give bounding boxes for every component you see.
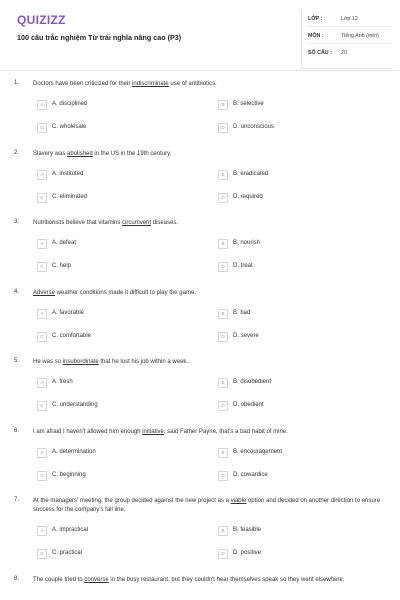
option-text: D. treat	[233, 263, 253, 269]
option-letter-box: C	[37, 471, 47, 481]
option-letter-box: B	[218, 448, 228, 458]
answer-option-b[interactable]	[218, 170, 368, 182]
option-text: B. eradicated	[233, 171, 269, 177]
answer-option-c[interactable]	[37, 123, 187, 135]
question-text	[33, 576, 383, 585]
option-text: B. encouragement	[233, 449, 283, 455]
worksheet-header	[0, 0, 400, 70]
answer-option-c[interactable]	[37, 262, 187, 274]
answer-option-d[interactable]	[218, 401, 368, 413]
option-text: A. favorable	[52, 310, 85, 316]
option-letter-box: D	[218, 549, 228, 559]
meta-label: LỚP :	[308, 16, 323, 22]
target-word: abolished	[67, 151, 93, 157]
question-text-before: At the managers' meeting, the group decided against the new project as a	[33, 498, 231, 504]
question-text	[33, 428, 383, 437]
answer-option-a[interactable]	[37, 239, 187, 251]
option-text: D. cowardice	[233, 472, 268, 478]
question-text-before: The couple tried to	[33, 577, 85, 583]
question-text	[33, 150, 383, 159]
option-letter-box: A	[37, 448, 47, 458]
option-letter-box: B	[218, 526, 228, 536]
question-number: 5.	[14, 358, 20, 364]
question-text-after: , said Father Payne, that's a bad habit of mine.	[163, 429, 288, 435]
question-text	[33, 80, 383, 89]
document-title: 100 câu trắc nghiệm Từ trái nghĩa nâng cao (P3)	[17, 33, 182, 42]
option-letter-box: B	[218, 378, 228, 388]
question-text-after: diseases.	[151, 220, 179, 226]
option-text: C. understanding	[52, 402, 98, 408]
option-text: B. bad	[233, 310, 251, 316]
answer-option-d[interactable]	[218, 549, 368, 561]
question-text-after: use of antibiotics.	[168, 81, 217, 87]
option-letter-box: D	[218, 262, 228, 272]
answer-option-d[interactable]	[218, 471, 368, 483]
question-text	[33, 219, 383, 228]
option-letter-box: A	[37, 100, 47, 110]
answer-option-b[interactable]	[218, 239, 368, 251]
answer-option-c[interactable]	[37, 193, 187, 205]
question-text-before: Nutritionists believe that vitamins	[33, 220, 123, 226]
question-text	[33, 497, 383, 515]
option-letter-box: A	[37, 378, 47, 388]
option-letter-box: C	[37, 549, 47, 559]
option-letter-box: D	[218, 332, 228, 342]
option-text: A. determination	[52, 449, 96, 455]
option-letter-box: A	[37, 526, 47, 536]
option-text: C. eliminated	[52, 194, 88, 200]
option-text: A. instituted	[52, 171, 84, 177]
answer-option-c[interactable]	[37, 471, 187, 483]
meta-row-class	[308, 12, 392, 27]
option-letter-box: A	[37, 309, 47, 319]
answer-option-d[interactable]	[218, 332, 368, 344]
question-text-before: Slavery was	[33, 151, 68, 157]
answer-option-b[interactable]	[218, 378, 368, 390]
option-text: C. practical	[52, 550, 83, 556]
answer-option-b[interactable]	[218, 526, 368, 538]
option-letter-box: D	[218, 401, 228, 411]
option-letter-box: C	[37, 193, 47, 203]
answer-option-a[interactable]	[37, 448, 187, 460]
answer-option-a[interactable]	[37, 526, 187, 538]
answer-option-b[interactable]	[218, 309, 368, 321]
option-text: B. disobedient	[233, 379, 272, 385]
answer-option-b[interactable]	[218, 100, 368, 112]
answer-option-c[interactable]	[37, 549, 187, 561]
target-word: Adverse	[33, 290, 56, 296]
answer-option-c[interactable]	[37, 332, 187, 344]
target-word: converse	[84, 577, 109, 583]
option-text: D. unconscious	[233, 124, 275, 130]
meta-value: Lớp 12	[341, 16, 358, 22]
option-text: C. wholesale	[52, 124, 87, 130]
question-text-after: in the busy restaurant, but they couldn't hear themselves speak so they went elsewhere.	[108, 577, 345, 583]
option-text: C. help	[52, 263, 72, 269]
question-text-after: option and decided on another direction to ensure success for the company's fall line.	[33, 498, 381, 513]
answer-option-a[interactable]	[37, 170, 187, 182]
question-number: 3.	[14, 219, 20, 225]
option-text: C. comfortable	[52, 333, 92, 339]
question-number: 1.	[14, 80, 20, 86]
option-text: A. defeat	[52, 240, 77, 246]
answer-option-d[interactable]	[218, 262, 368, 274]
question-text-after: that he lost his job within a week.	[98, 359, 189, 365]
target-word: circumvent	[122, 220, 152, 226]
meta-label: MÔN :	[308, 33, 324, 39]
option-text: D. obedient	[233, 402, 264, 408]
question-number: 2.	[14, 150, 20, 156]
answer-option-c[interactable]	[37, 401, 187, 413]
target-word: initiative	[142, 429, 164, 435]
option-letter-box: B	[218, 239, 228, 249]
question-text	[33, 358, 383, 367]
option-text: B. feasible	[233, 527, 262, 533]
question-text-after: in the US in the 19th century.	[92, 151, 172, 157]
meta-label: SỐ CÂU :	[308, 50, 332, 56]
option-text: B. nourish	[233, 240, 261, 246]
answer-option-a[interactable]	[37, 100, 187, 112]
question-number: 4.	[14, 289, 20, 295]
answer-option-d[interactable]	[218, 193, 368, 205]
meta-row-count	[308, 46, 392, 60]
answer-option-b[interactable]	[218, 448, 368, 460]
target-word: insubordinate	[62, 359, 99, 365]
option-letter-box: C	[37, 332, 47, 342]
meta-value: Tiếng Anh (mới)	[341, 33, 379, 39]
question-text-after: weather conditions made it difficult to play the game.	[55, 290, 196, 296]
answer-option-d[interactable]	[218, 123, 368, 135]
option-letter-box: C	[37, 262, 47, 272]
question-text-before: I am afraid I haven't allowed him enough	[33, 429, 143, 435]
option-letter-box: D	[218, 193, 228, 203]
option-text: B. selective	[233, 101, 264, 107]
option-text: A. impractical	[52, 527, 89, 533]
target-word: viable	[230, 498, 247, 504]
option-letter-box: D	[218, 123, 228, 133]
option-letter-box: A	[37, 239, 47, 249]
option-text: D. severe	[233, 333, 259, 339]
question-number: 6.	[14, 428, 20, 434]
option-letter-box: A	[37, 170, 47, 180]
option-text: C. beginning	[52, 472, 86, 478]
question-number: 7.	[14, 497, 20, 503]
option-letter-box: C	[37, 401, 47, 411]
question-text-before: Doctors have been criticized for their	[33, 81, 133, 87]
target-word: indiscriminate	[132, 81, 169, 87]
meta-info-box	[301, 10, 392, 69]
option-letter-box: B	[218, 170, 228, 180]
option-text: D. positive	[233, 550, 262, 556]
meta-value: 20	[341, 50, 347, 56]
option-letter-box: B	[218, 309, 228, 319]
option-text: D. required	[233, 194, 263, 200]
meta-row-subject	[308, 29, 392, 44]
option-letter-box: D	[218, 471, 228, 481]
option-text: A. disciplined	[52, 101, 88, 107]
answer-option-a[interactable]	[37, 378, 187, 390]
header-divider	[0, 70, 400, 71]
answer-option-a[interactable]	[37, 309, 187, 321]
question-text	[33, 289, 383, 298]
option-text: A. fresh	[52, 379, 73, 385]
question-number: 8.	[14, 576, 20, 582]
option-letter-box: C	[37, 123, 47, 133]
quizizz-logo: QUIZIZZ	[17, 13, 66, 27]
option-letter-box: B	[218, 100, 228, 110]
question-text-before: He was so	[33, 359, 63, 365]
